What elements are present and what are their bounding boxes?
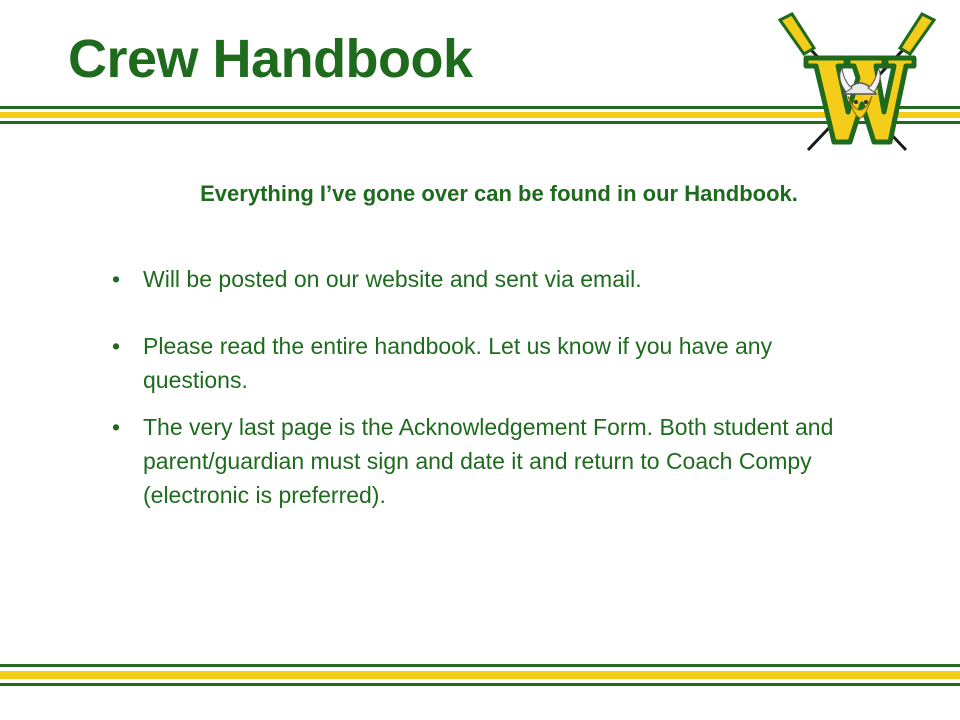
- crossed-oars-w-logo-icon: [774, 12, 940, 156]
- list-item: [112, 410, 872, 512]
- bullet-icon: •: [112, 414, 121, 440]
- list-item: [112, 329, 872, 397]
- bullet-text: Please read the entire handbook. Let us know if you have any questions.: [143, 333, 773, 393]
- bullet-text: The very last page is the Acknowledgement Form. Both student and parent/guardian must sign and date it and return to Coach Compy (electronic is preferred).: [143, 414, 834, 508]
- bullet-list: [112, 262, 872, 512]
- bullet-icon: •: [112, 333, 121, 359]
- list-item: [112, 262, 872, 296]
- bullet-text: Will be posted on our website and sent via email.: [143, 266, 642, 292]
- slide-subtitle: Everything I’ve gone over can be found in our Handbook.: [200, 181, 798, 206]
- slide-title: Crew Handbook: [68, 29, 473, 89]
- bullet-icon: •: [112, 266, 121, 292]
